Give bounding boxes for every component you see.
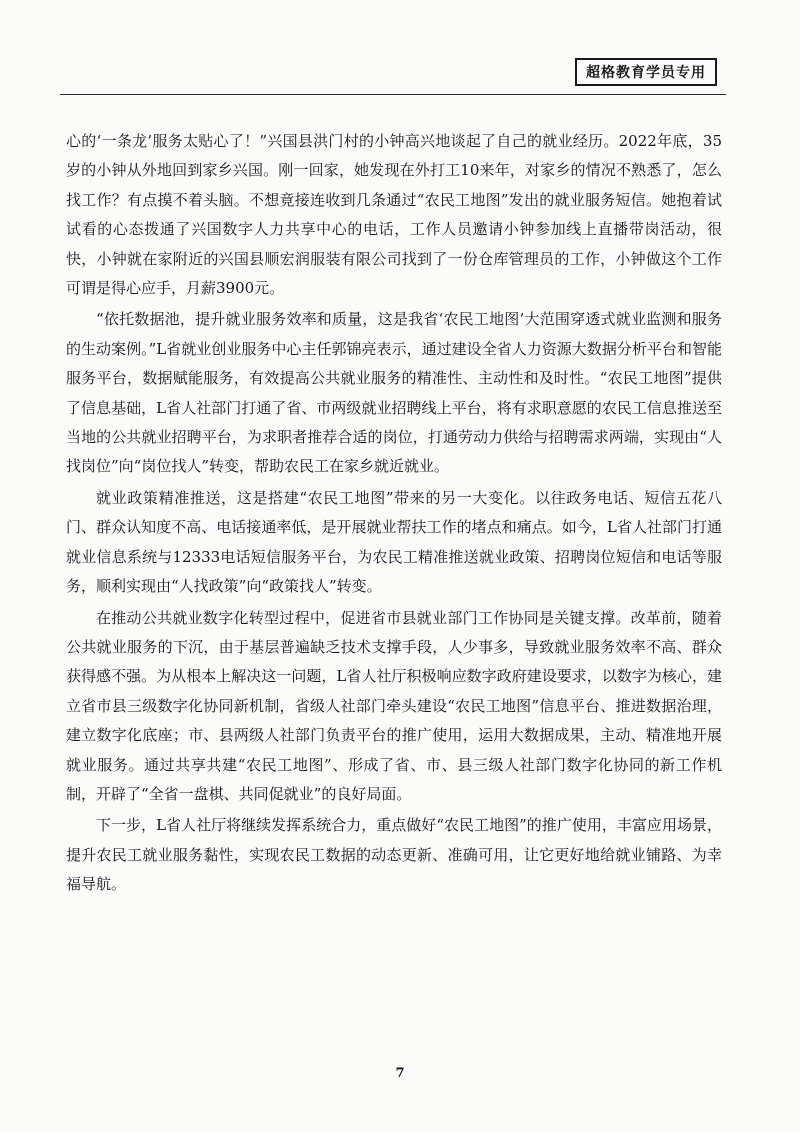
header-stamp-text: 超格教育学员专用	[586, 65, 706, 81]
paragraph-continuation: 心的‘一条龙’服务太贴心了！”兴国县洪门村的小钟高兴地谈起了自己的就业经历。2022年底，35岁的小钟从外地回到家乡兴国。刚一回家，她发现在外打工10来年，对家乡的情况不熟悉了，怎么找工作？有点摸不着头脑。不想竟接连收到几条通过“农民工地图”发出的就业服务短信。她抱着试试看的心态拨通了兴国数字人力共享中心的电话，工作人员邀请小钟参加线上直播带岗活动，很快，小钟就在家附近的兴国县顺宏润服装有限公司找到了一份仓库管理员的工作，小钟做这个工作可谓是得心应手，月薪3900元。	[66, 132, 722, 298]
paragraph: 下一步，L省人社厅将继续发挥系统合力，重点做好“农民工地图”的推广使用，丰富应用场景，提升农民工就业服务黏性，实现农民工数据的动态更新、准确可用，让它更好地给就业铺路、为幸福导航。	[66, 816, 722, 894]
paragraph: “依托数据池，提升就业服务效率和质量，这是我省‘农民工地图’大范围穿透式就业监测和服务的生动案例。”L省就业创业服务中心主任郭锦亮表示，通过建设全省人力资源大数据分析平台和智能服务平台，数据赋能服务，有效提高公共就业服务的精准性、主动性和及时性。“农民工地图”提供了信息基础，L省人社部门打通了省、市两级就业招聘线上平台，将有求职意愿的农民工信息推送至当地的公共就业招聘平台，为求职者推荐合适的岗位，打通劳动力供给与招聘需求两端，实现由“人找岗位”向“岗位找人”转变，帮助农民工在家乡就近就业。	[66, 310, 722, 476]
header-rule	[60, 94, 726, 95]
page-number: 7	[395, 1066, 405, 1081]
article-body	[66, 127, 722, 902]
header-stamp	[575, 58, 717, 86]
paragraph: 就业政策精准推送，这是搭建“农民工地图”带来的另一大变化。以往政务电话、短信五花八门、群众认知度不高、电话接通率低，是开展就业帮扶工作的堵点和痛点。如今，L省人社部门打通就业信息系统与12333电话短信服务平台，为农民工精准推送就业政策、招聘岗位短信和电话等服务，顺利实现由“人找政策”向“政策找人”转变。	[66, 488, 722, 596]
paragraph: 在推动公共就业数字化转型过程中，促进省市县就业部门工作协同是关键支撑。改革前，随着公共就业服务的下沉，由于基层普遍缺乏技术支撑手段，人少事多，导致就业服务效率不高、群众获得感不强。为从根本上解决这一问题，L省人社厅积极响应数字政府建设要求，以数字为核心，建立省市县三级数字化协同新机制，省级人社部门牵头建设“农民工地图”信息平台、推进数据治理，建立数字化底座；市、县两级人社部门负责平台的推广使用，运用大数据成果，主动、精准地开展就业服务。通过共享共建“农民工地图”、形成了省、市、县三级人社部门数字化协同的新工作机制，开辟了“全省一盘棋、共同促就业”的良好局面。	[66, 608, 722, 803]
